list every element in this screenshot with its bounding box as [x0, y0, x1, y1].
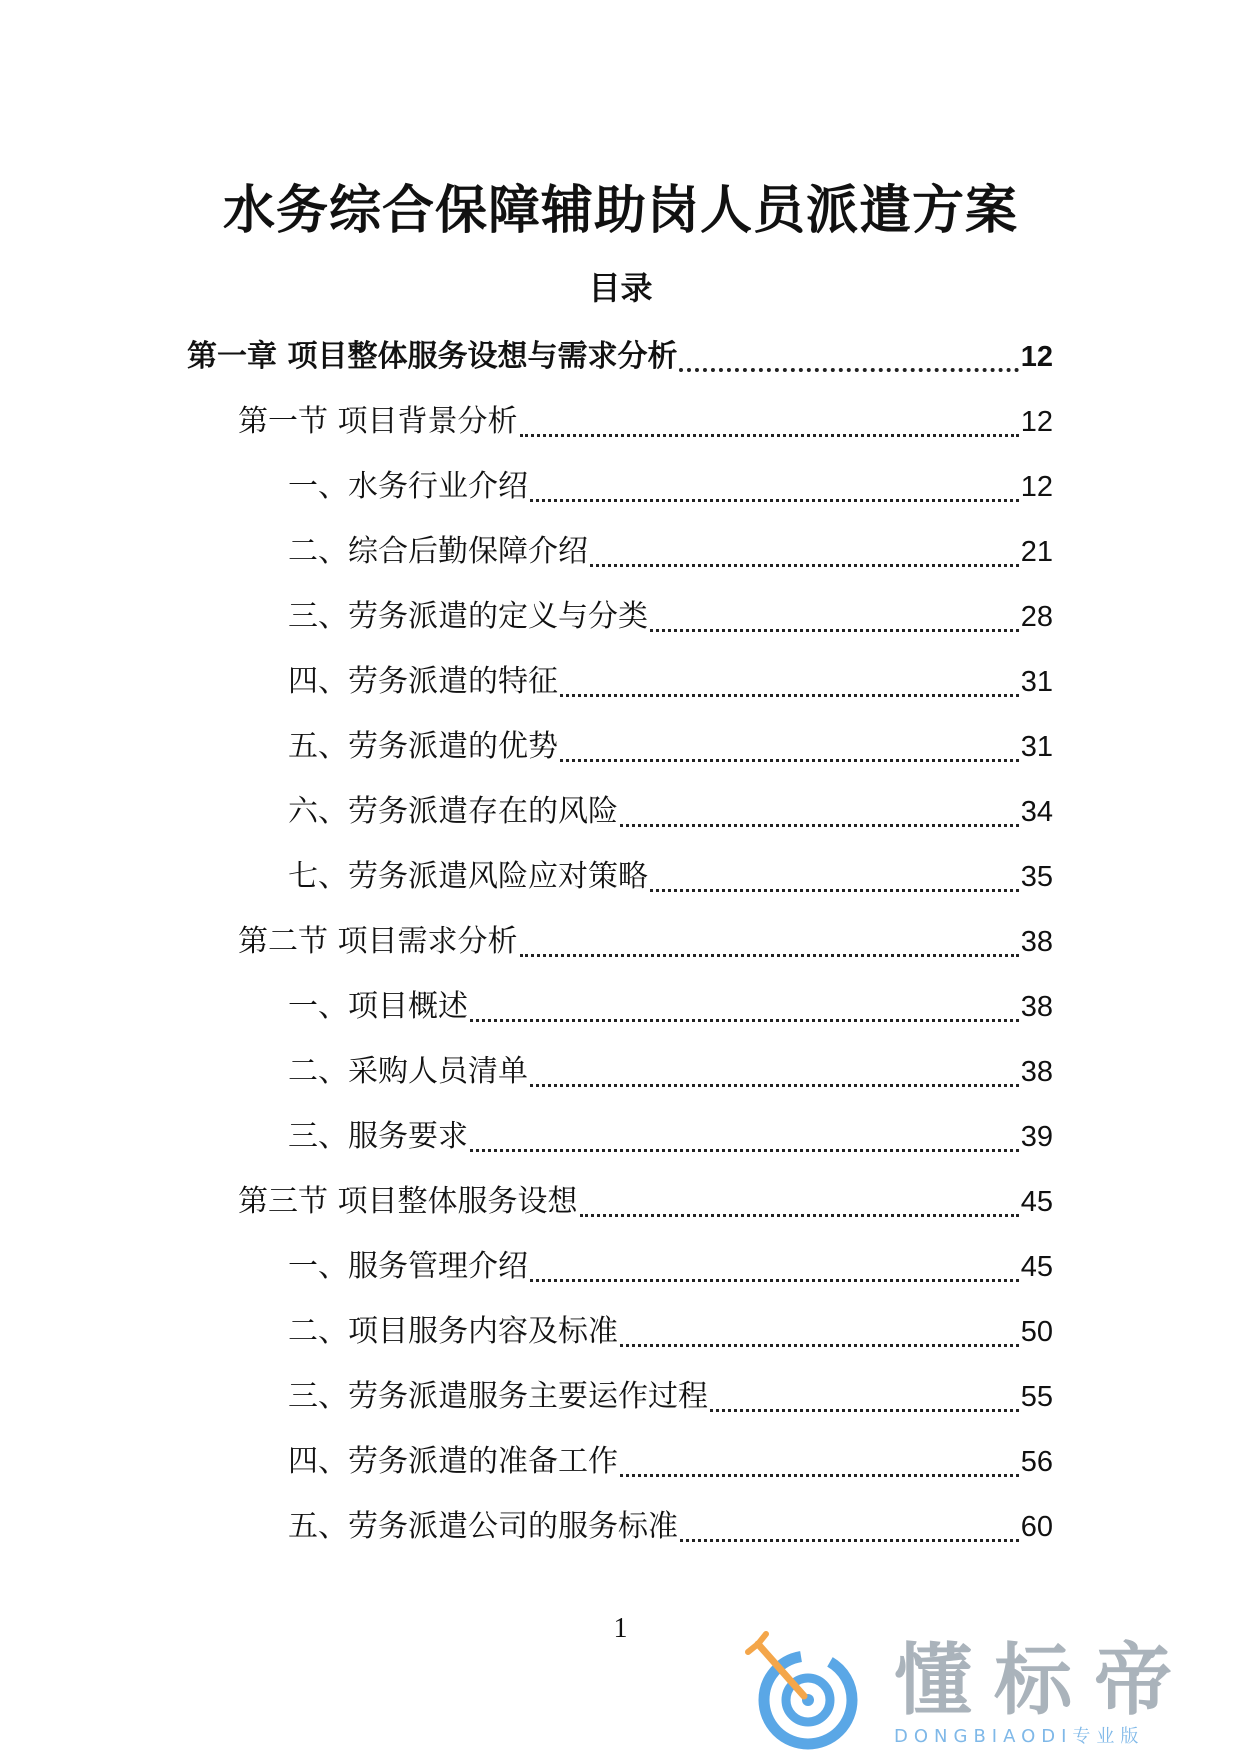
toc-entry[interactable] [0, 324, 1241, 389]
toc-entry-page: 45 [1020, 1185, 1053, 1218]
toc-dot-leader [679, 368, 1018, 372]
target-arrow-icon [744, 1630, 872, 1750]
toc-entry[interactable] [0, 389, 1241, 454]
toc-entry[interactable] [0, 844, 1241, 909]
toc-entry[interactable] [0, 779, 1241, 844]
toc-dot-leader [680, 1539, 1019, 1542]
toc-entry[interactable] [0, 1104, 1241, 1169]
toc-entry-page: 35 [1020, 860, 1053, 893]
toc-dot-leader [560, 694, 1019, 697]
toc-entry-page: 31 [1020, 665, 1053, 698]
toc-dot-leader [520, 434, 1019, 437]
toc-entry-label: 四、劳务派遣的准备工作 [288, 1443, 618, 1479]
toc-entry[interactable] [0, 974, 1241, 1039]
toc-entry-label: 二、采购人员清单 [288, 1053, 528, 1089]
toc-entry-page: 60 [1020, 1510, 1053, 1543]
toc-dot-leader [530, 499, 1019, 502]
toc-entry[interactable] [0, 714, 1241, 779]
toc-dot-leader [650, 629, 1019, 632]
toc-entry-page: 38 [1020, 990, 1053, 1023]
toc-entry[interactable] [0, 1299, 1241, 1364]
toc-entry-page: 39 [1020, 1120, 1053, 1153]
toc-entry[interactable] [0, 1494, 1241, 1559]
toc-dot-leader [620, 1474, 1019, 1477]
toc-dot-leader [470, 1019, 1019, 1022]
toc-entry[interactable] [0, 584, 1241, 649]
toc-entry-label: 第一章 项目整体服务设想与需求分析 [187, 338, 678, 374]
toc-dot-leader [620, 824, 1019, 827]
toc-entry-page: 55 [1020, 1380, 1053, 1413]
toc-dot-leader [470, 1149, 1019, 1152]
toc-entry-label: 四、劳务派遣的特征 [288, 663, 558, 699]
toc-entry-page: 12 [1020, 470, 1053, 503]
toc-entry-page: 21 [1020, 535, 1053, 568]
toc-entry-label: 三、劳务派遣服务主要运作过程 [288, 1378, 708, 1414]
toc-entry-label: 五、劳务派遣公司的服务标准 [288, 1508, 678, 1544]
toc-dot-leader [530, 1084, 1019, 1087]
toc-entry-page: 34 [1020, 795, 1053, 828]
toc-dot-leader [590, 564, 1019, 567]
toc-entry-label: 五、劳务派遣的优势 [288, 728, 558, 764]
watermark [744, 1630, 1224, 1750]
toc-dot-leader [710, 1409, 1019, 1412]
toc-entry-page: 12 [1020, 340, 1053, 373]
toc-entry-label: 三、服务要求 [288, 1118, 468, 1154]
toc-dot-leader [530, 1279, 1019, 1282]
toc-entry[interactable] [0, 1039, 1241, 1104]
toc-heading: 目录 [588, 269, 653, 307]
toc-entry-page: 56 [1020, 1445, 1053, 1478]
watermark-name: 懂标帝 [894, 1636, 1195, 1726]
toc-dot-leader [580, 1214, 1019, 1217]
toc-entry[interactable] [0, 1364, 1241, 1429]
toc-entry-page: 50 [1020, 1315, 1053, 1348]
toc-entry-label: 二、项目服务内容及标准 [288, 1313, 618, 1349]
toc-entry[interactable] [0, 1429, 1241, 1494]
toc-dot-leader [620, 1344, 1019, 1347]
toc-entry[interactable] [0, 1169, 1241, 1234]
document-title: 水务综合保障辅助岗人员派遣方案 [222, 181, 1018, 241]
toc-entry[interactable] [0, 649, 1241, 714]
toc-entry-label: 一、服务管理介绍 [288, 1248, 528, 1284]
toc-dot-leader [650, 889, 1019, 892]
table-of-contents [0, 324, 1241, 1559]
toc-entry-page: 31 [1020, 730, 1053, 763]
toc-entry[interactable] [0, 454, 1241, 519]
toc-entry-page: 28 [1020, 600, 1053, 633]
toc-entry-label: 第二节 项目需求分析 [238, 923, 518, 959]
toc-entry-label: 一、水务行业介绍 [288, 468, 528, 504]
toc-entry-label: 第三节 项目整体服务设想 [238, 1183, 578, 1219]
toc-entry-page: 38 [1020, 925, 1053, 958]
toc-entry-page: 12 [1020, 405, 1053, 438]
toc-entry[interactable] [0, 1234, 1241, 1299]
toc-entry-label: 七、劳务派遣风险应对策略 [288, 858, 648, 894]
toc-entry-label: 六、劳务派遣存在的风险 [288, 793, 618, 829]
toc-dot-leader [520, 954, 1019, 957]
toc-entry-page: 38 [1020, 1055, 1053, 1088]
toc-entry-label: 一、项目概述 [288, 988, 468, 1024]
toc-entry-label: 二、综合后勤保障介绍 [288, 533, 588, 569]
watermark-subtitle: DONGBIAODI专业版 [894, 1726, 1145, 1747]
toc-entry[interactable] [0, 519, 1241, 584]
toc-entry-label: 三、劳务派遣的定义与分类 [288, 598, 648, 634]
toc-entry-page: 45 [1020, 1250, 1053, 1283]
toc-dot-leader [560, 759, 1019, 762]
page-number: 1 [613, 1613, 628, 1644]
toc-entry[interactable] [0, 909, 1241, 974]
toc-entry-label: 第一节 项目背景分析 [238, 403, 518, 439]
